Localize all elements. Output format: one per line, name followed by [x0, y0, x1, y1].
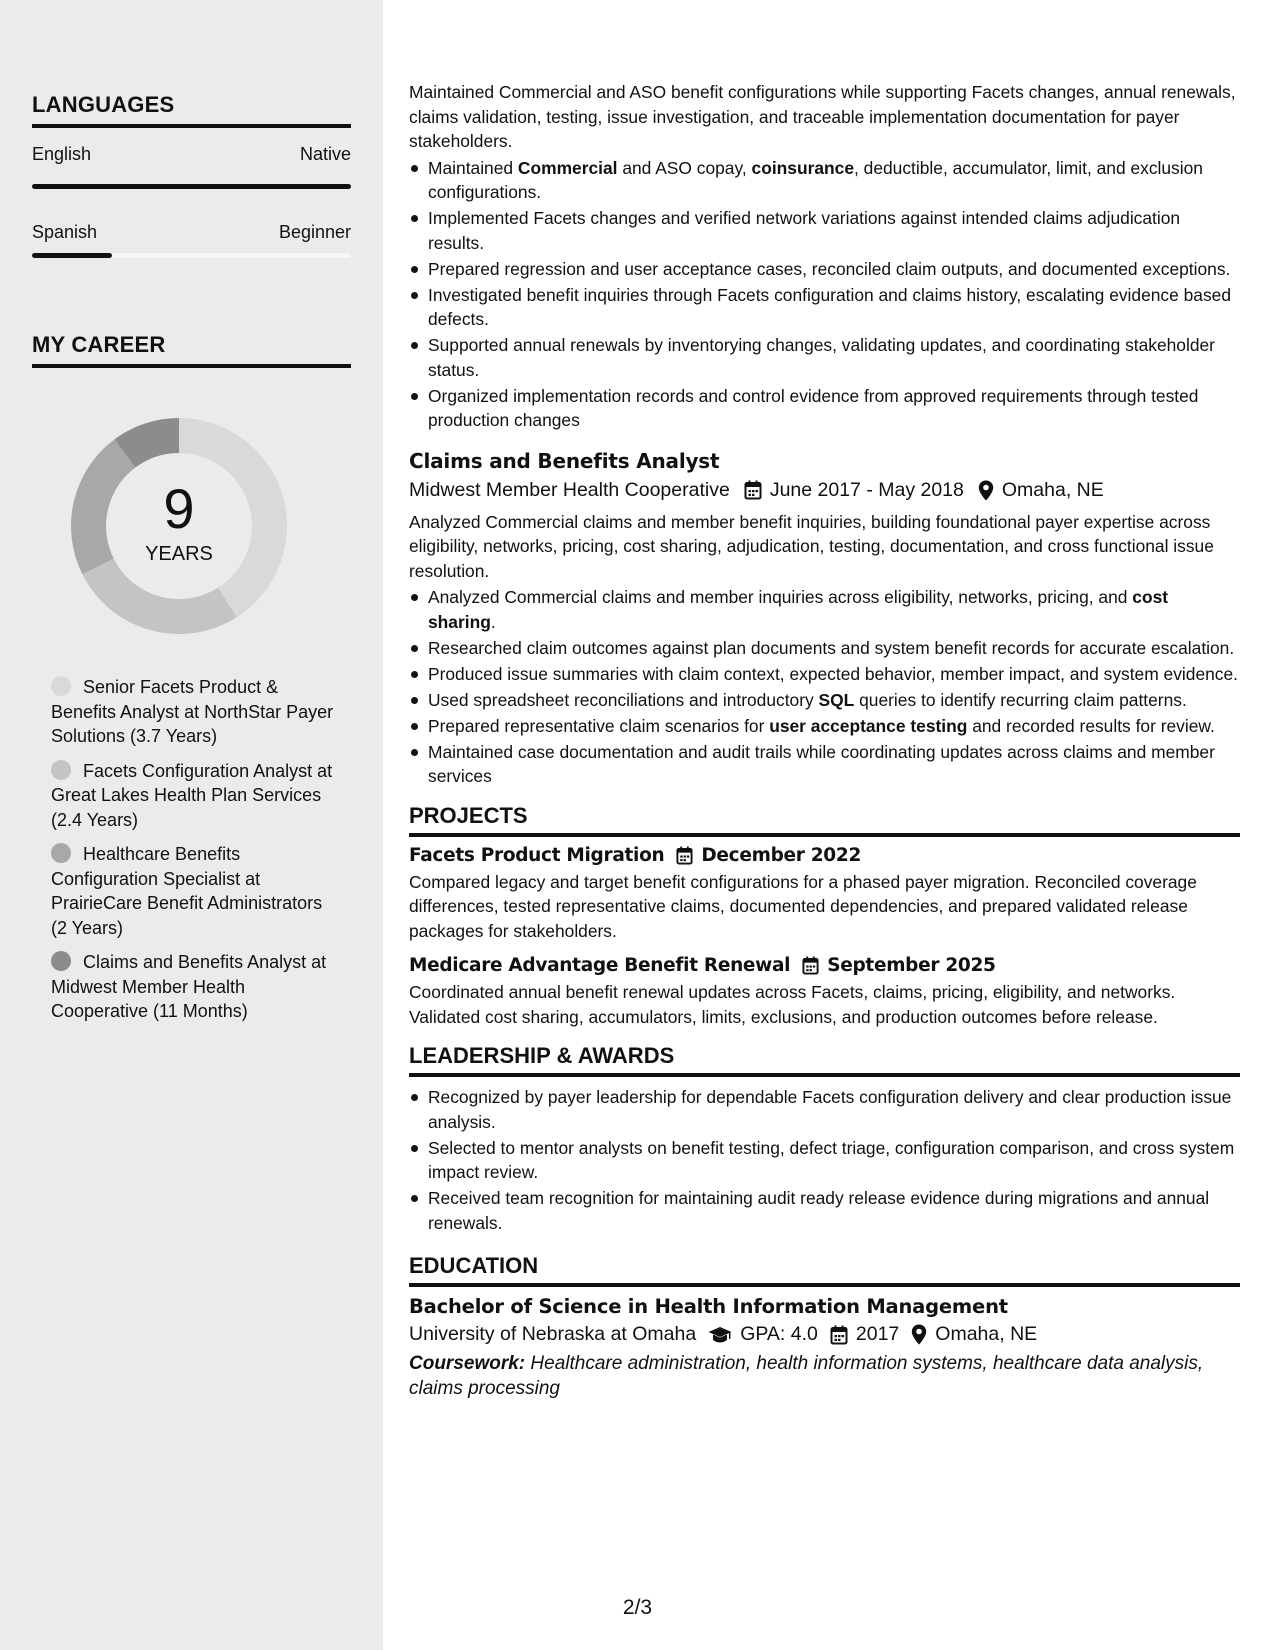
- company-name: Midwest Member Health Cooperative: [409, 478, 730, 501]
- career-legend-label: Facets Configuration Analyst at Great Lakes Health Plan Services (2.4 Years): [51, 760, 333, 830]
- language-proficiency-bar: [32, 184, 351, 189]
- job-bullet: [409, 662, 1240, 687]
- leadership-bullet: Received team recognition for maintaining audit ready release evidence during migrations and annual renewals.: [409, 1186, 1240, 1235]
- bullet-text: , deductible, accumulator, limit, and exclusion configurations.: [428, 157, 1203, 202]
- career-total-number: 9: [163, 476, 195, 540]
- languages-heading: LANGUAGES: [32, 92, 351, 128]
- job-bullet: [409, 384, 1240, 433]
- bullet-text: and recorded results for review.: [967, 715, 1215, 736]
- bullet-text: queries to identify recurring claim patterns.: [854, 689, 1187, 710]
- bullet-text: Produced issue summaries with claim context, expected behavior, member impact, and system evidence.: [428, 663, 1238, 684]
- project-date: September 2025: [827, 955, 996, 976]
- map-pin-icon: [911, 1324, 927, 1345]
- career-donut-chart: [66, 413, 292, 639]
- language-row-spanish: [32, 222, 351, 243]
- projects-heading: PROJECTS: [409, 803, 1240, 837]
- sidebar: [0, 0, 383, 1650]
- career-total-unit: YEARS: [145, 542, 213, 565]
- education-meta: [409, 1323, 1240, 1346]
- page-number: 2/3: [622, 1596, 653, 1619]
- career-legend-item: [51, 675, 336, 749]
- job-summary: Maintained Commercial and ASO benefit configurations while supporting Facets changes, annual renewals, claims validation, testing, issue investigation, and traceable implementation documentation for payer stakeholders.: [409, 82, 1236, 151]
- job-bullet: [409, 283, 1240, 332]
- bullet-text: Maintained: [428, 157, 518, 178]
- bullet-keyword: user acceptance testing: [769, 715, 968, 736]
- job-dates: June 2017 - May 2018: [769, 478, 964, 501]
- language-proficiency-bar: [32, 253, 351, 258]
- job-bullet: [409, 206, 1240, 255]
- bullet-text: and ASO copay,: [617, 157, 752, 178]
- calendar-icon: [676, 846, 693, 865]
- job-location: Omaha, NE: [1001, 478, 1104, 501]
- project-name: Facets Product Migration: [409, 844, 665, 866]
- calendar-icon: [830, 1325, 848, 1345]
- bullet-text: Used spreadsheet reconciliations and introductory: [428, 689, 819, 710]
- education-heading: EDUCATION: [409, 1253, 1240, 1287]
- job-bullet: [409, 688, 1240, 713]
- graduation-year: 2017: [855, 1323, 900, 1345]
- bullet-text: Organized implementation records and control evidence from approved requirements through tested production changes: [428, 385, 1199, 430]
- language-row-english: [32, 144, 351, 165]
- job-bullet: [409, 156, 1240, 205]
- job-bullet: [409, 636, 1240, 661]
- bullet-text: Investigated benefit inquiries through Facets configuration and claims history, escalating evidence based defects.: [428, 284, 1232, 329]
- legend-dot: [51, 843, 71, 863]
- career-legend: [51, 675, 336, 1034]
- coursework: [409, 1352, 1240, 1401]
- job-bullets: [409, 585, 1240, 789]
- career-legend-label: Claims and Benefits Analyst at Midwest Member Health Cooperative (11 Months): [51, 952, 327, 1021]
- project-date: December 2022: [701, 844, 862, 866]
- career-legend-item: [51, 950, 336, 1024]
- career-legend-label: Senior Facets Product & Benefits Analyst at NorthStar Payer Solutions (3.7 Years): [51, 677, 334, 746]
- career-total: [66, 413, 292, 639]
- leadership-bullet: Selected to mentor analysts on benefit testing, defect triage, configuration comparison, and cross system impact review.: [409, 1136, 1240, 1185]
- job-bullets: [409, 156, 1240, 433]
- school-location: Omaha, NE: [935, 1323, 1038, 1345]
- legend-dot: [51, 951, 71, 971]
- language-level: Native: [299, 144, 351, 164]
- job-bullet: [409, 333, 1240, 382]
- career-legend-label: Healthcare Benefits Configuration Specialist at PrairieCare Benefit Administrators (2 Years): [51, 844, 323, 938]
- project-heading: [409, 845, 1240, 866]
- career-heading: MY CAREER: [32, 332, 351, 368]
- bullet-keyword: SQL: [818, 689, 855, 710]
- bullet-keyword: coinsurance: [751, 157, 854, 178]
- job-bullet: [409, 585, 1240, 634]
- calendar-icon: [802, 956, 819, 975]
- project-name: Medicare Advantage Benefit Renewal: [409, 955, 791, 976]
- leadership-heading: LEADERSHIP & AWARDS: [409, 1043, 1240, 1077]
- calendar-icon: [744, 480, 762, 500]
- language-proficiency-fill: [32, 184, 351, 189]
- job-bullet: [409, 714, 1240, 739]
- job-bullet: [409, 740, 1240, 789]
- graduation-cap-icon: [708, 1326, 732, 1344]
- project-heading: [409, 955, 1240, 976]
- bullet-keyword: cost sharing: [428, 587, 1169, 632]
- job-title: Claims and Benefits Analyst: [409, 448, 720, 473]
- bullet-text: .: [490, 611, 496, 632]
- school-name: University of Nebraska at Omaha: [409, 1323, 697, 1345]
- main-content: [409, 80, 1240, 1401]
- legend-dot: [51, 760, 71, 780]
- coursework-label: Coursework:: [409, 1353, 526, 1374]
- degree-name: Bachelor of Science in Health Information Management: [409, 1295, 1008, 1318]
- bullet-text: Researched claim outcomes against plan documents and system benefit records for accurate escalation.: [428, 637, 1235, 658]
- bullet-text: Implemented Facets changes and verified network variations against intended claims adjudication results.: [428, 208, 1181, 253]
- language-level: Beginner: [278, 222, 351, 242]
- legend-dot: [51, 676, 71, 696]
- bullet-text: Prepared regression and user acceptance cases, reconciled claim outputs, and documented exceptions.: [428, 258, 1231, 279]
- bullet-text: Supported annual renewals by inventorying changes, validating updates, and coordinating stakeholder status.: [428, 335, 1215, 380]
- language-name: Spanish: [32, 222, 98, 242]
- career-legend-item: [51, 759, 336, 833]
- leadership-bullets: [409, 1085, 1240, 1235]
- job-meta: [409, 479, 1240, 502]
- job-bullet: [409, 257, 1240, 282]
- leadership-bullet: Recognized by payer leadership for dependable Facets configuration delivery and clear production issue analysis.: [409, 1085, 1240, 1134]
- bullet-keyword: Commercial: [517, 157, 618, 178]
- coursework-text: Healthcare administration, health information systems, healthcare data analysis, claims processing: [409, 1353, 1204, 1399]
- language-name: English: [32, 144, 92, 164]
- project-description: Compared legacy and target benefit configurations for a phased payer migration. Reconciled coverage differences, tested representative claims, documented dependencies, and prepared validated release packages for stakeholders.: [409, 871, 1197, 941]
- bullet-text: Analyzed Commercial claims and member inquiries across eligibility, networks, pricing, and: [428, 587, 1133, 607]
- language-proficiency-fill: [32, 253, 112, 258]
- bullet-text: Prepared representative claim scenarios for: [428, 715, 770, 736]
- career-legend-item: [51, 842, 336, 940]
- map-pin-icon: [978, 480, 994, 501]
- bullet-text: Maintained case documentation and audit trails while coordinating updates across claims and member services: [428, 741, 1215, 786]
- gpa: GPA: 4.0: [740, 1323, 818, 1345]
- project-description: Coordinated annual benefit renewal updates across Facets, claims, pricing, eligibility, and networks. Validated cost sharing, accumulators, limits, exclusions, and production outcomes before release.: [409, 982, 1176, 1027]
- job-summary: Analyzed Commercial claims and member benefit inquiries, building foundational payer expertise across eligibility, networks, pricing, cost sharing, adjudication, testing, documentation, and cross functional issue resolution.: [409, 511, 1214, 581]
